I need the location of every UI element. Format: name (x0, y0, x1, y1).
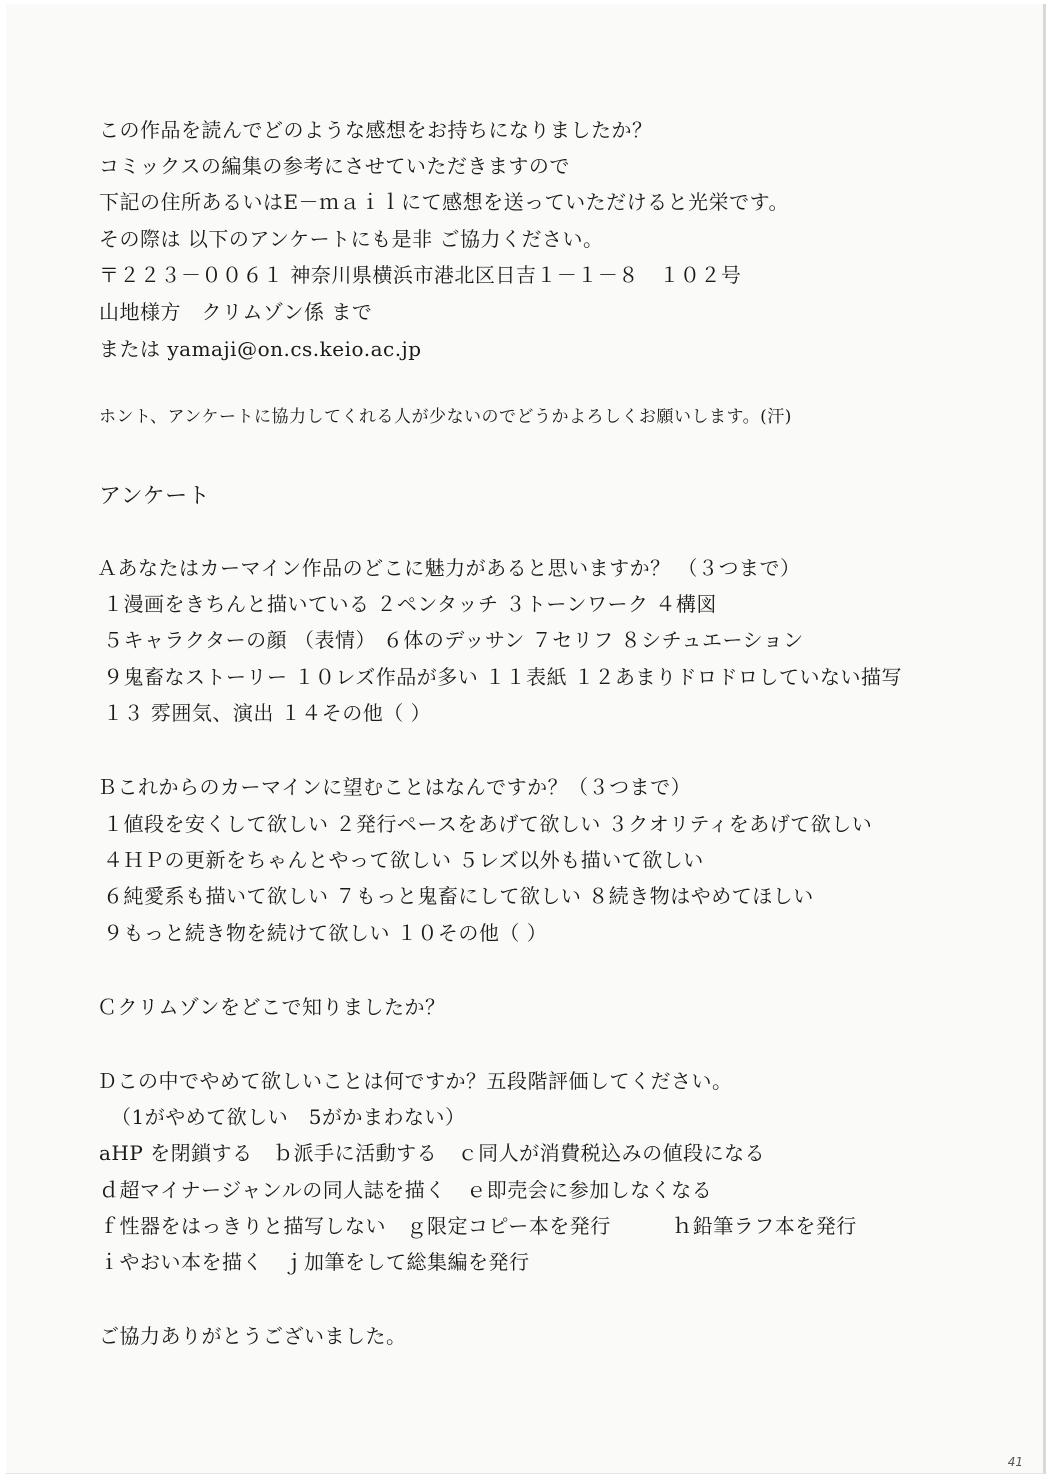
page-number: 41 (1007, 1455, 1023, 1469)
question-d-prompt: Ｄこの中でやめて欲しいことは何ですか？五段階評価してください。 (97, 1069, 733, 1093)
question-d-option-line: ｆ性器をはっきりと描写しない ｇ限定コピー本を発行 ｈ鉛筆ラフ本を発行 (99, 1214, 857, 1238)
intro-line-send: 下記の住所あるいはE－ｍａｉｌにて感想を送っていただけると光栄です。 (99, 190, 789, 214)
question-b-option-line: ９もっと続き物を続けて欲しい １０その他（ ） (103, 921, 548, 945)
intro-line-question: この作品を読んでどのような感想をお持ちになりましたか？ (99, 118, 653, 142)
question-d-scale: （1がやめて欲しい 5がかまわない） (111, 1105, 466, 1129)
intro-line-cooperation: その際は 以下のアンケートにも是非 ご協力ください。 (99, 227, 604, 251)
question-d-option-line: aHP を閉鎖する ｂ派手に活動する ｃ同人が消費税込みの値段になる (99, 1141, 766, 1165)
question-d-option-line: ｄ超マイナージャンルの同人誌を描く ｅ即売会に参加しなくなる (99, 1178, 713, 1202)
survey-title: アンケート (99, 484, 211, 509)
question-a-option-line: １漫画をきちんと描いている ２ペンタッチ ３トーンワーク ４構図 (103, 592, 717, 616)
question-a-prompt: Ａあなたはカーマイン作品のどこに魅力があると思いますか？ （３つまで） (97, 556, 801, 580)
question-b-option-line: ６純愛系も描いて欲しい ７もっと鬼畜にして欲しい ８続き物はやめてほしい (103, 884, 814, 908)
question-b-option-line: ４ＨＰの更新をちゃんとやって欲しい ５レズ以外も描いて欲しい (103, 848, 704, 872)
question-b-prompt: Ｂこれからのカーマインに望むことはなんですか？（３つまで） (97, 775, 692, 799)
email-address: または yamaji@on.cs.keio.ac.jp (99, 337, 422, 361)
request-note: ホント、アンケートに協力してくれる人が少ないのでどうかよろしくお願いします。(汗) (99, 407, 792, 427)
recipient-name: 山地様方 クリムゾン係 まで (99, 300, 373, 324)
postal-address: 〒２２３－００６１ 神奈川県横浜市港北区日吉１－１－８ １０２号 (99, 263, 742, 287)
question-a-option-line: １３ 雰囲気、演出 １４その他（ ） (103, 701, 432, 725)
question-c-prompt: Ｃクリムゾンをどこで知りましたか？ (97, 995, 446, 1019)
question-d-option-line: ｉやおい本を描く ｊ加筆をして総集編を発行 (99, 1250, 530, 1274)
question-a-option-line: ５キャラクターの顔 （表情） ６体のデッサン ７セリフ ８シチュエーション (103, 628, 804, 652)
question-a-option-line: ９鬼畜なストーリー １０レズ作品が多い １１表紙 １２あまりドロドロしていない描写 (103, 665, 902, 689)
closing-thanks: ご協力ありがとうございました。 (99, 1324, 407, 1348)
question-b-option-line: １値段を安くして欲しい ２発行ペースをあげて欲しい ３クオリティをあげて欲しい (103, 812, 873, 836)
document-page (6, 4, 1046, 1474)
intro-line-reference: コミックスの編集の参考にさせていただきますので (99, 154, 570, 178)
